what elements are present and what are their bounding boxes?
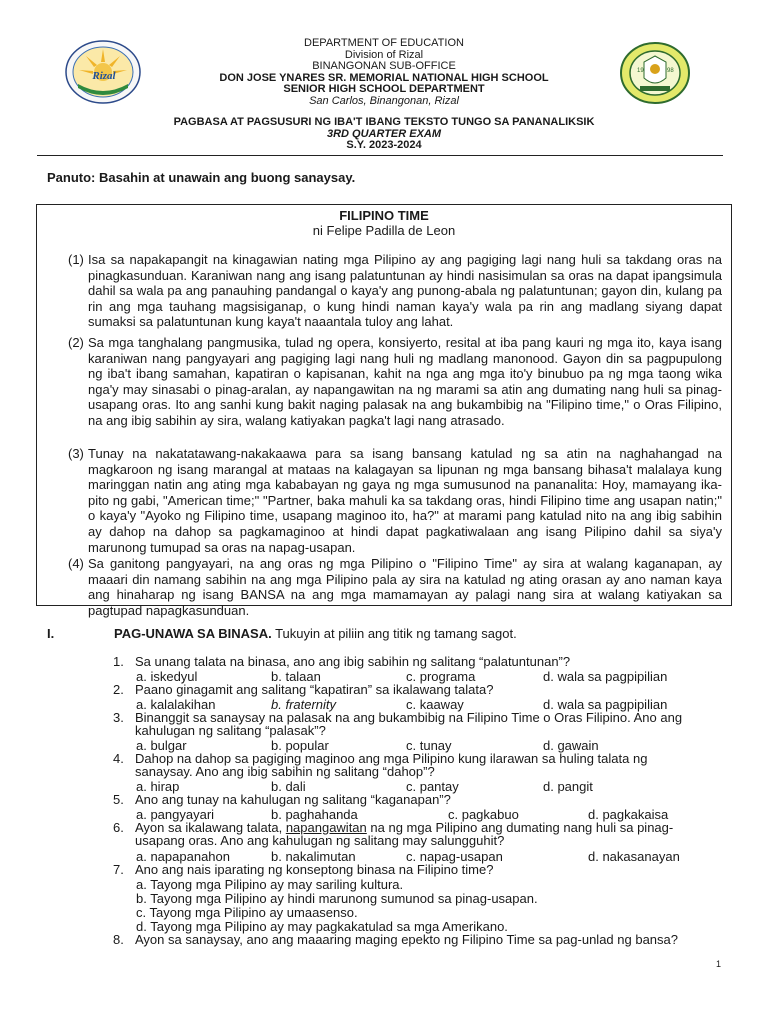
question-text-part: Ayon sa ikalawang talata, (135, 820, 286, 835)
choice-c[interactable]: c. kaaway (406, 697, 464, 712)
choice-b[interactable]: b. fraternity (271, 697, 337, 712)
choice-c[interactable]: c. pantay (406, 779, 459, 794)
question-text: Dahop na dahop sa pagiging maginoo ang mga Pilipino kung ilarawan sa huling talata ng (135, 751, 648, 766)
choice-b[interactable]: b. dali (271, 779, 306, 794)
seal-year-right: 98 (667, 68, 674, 74)
header-department: DEPARTMENT OF EDUCATION (304, 37, 464, 49)
question-text: Binanggit sa sanaysay na palasak na ang bukambibig na Filipino Time o Oras Filipino. Ano ang (135, 710, 683, 725)
exam-subject: PAGBASA AT PAGSUSURI NG IBA'T IBANG TEKSTO TUNGO SA PANANALIKSIK (173, 116, 595, 128)
essay-paragraph (68, 446, 722, 555)
choice-c[interactable]: c. programa (406, 669, 476, 684)
section-title: PAG-UNAWA SA BINASA. (114, 626, 272, 641)
question-text: Ano ang nais iparating ng konseptong binasa na Filipino time? (135, 862, 494, 877)
paragraph-number: (2) (68, 335, 84, 350)
question-text-part: na ng mga Pilipino ang dumating nang huli sa pinag- (366, 820, 674, 835)
question-number: 3. (113, 710, 124, 725)
header-dept: SENIOR HIGH SCHOOL DEPARTMENT (283, 83, 485, 95)
question-number: 4. (113, 751, 124, 766)
question-text: Sa unang talata na binasa, ano ang ibig sabihin ng salitang “palatuntunan”? (135, 654, 571, 669)
question-number: 5. (113, 792, 124, 807)
exam-header (0, 117, 768, 152)
header-address: San Carlos, Binangonan, Rizal (309, 94, 459, 107)
underlined-word: napangawitan (285, 820, 367, 835)
paragraph-number: (4) (68, 556, 84, 571)
choice-a[interactable]: a. kalalakihan (136, 697, 216, 712)
essay-author: ni Felipe Padilla de Leon (312, 223, 456, 238)
choice-d[interactable]: d. pangit (543, 779, 593, 794)
question-text: usapang oras. Ano ang kahulugan ng salitang may salungguhit? (135, 833, 505, 848)
choice-a[interactable]: a. pangyayari (136, 807, 215, 822)
question-text: Ayon sa sanaysay, ano ang maaaring maging epekto ng Filipino Time sa pag-unlad ng bansa? (135, 932, 678, 947)
exam-quarter: 3RD QUARTER EXAM (326, 127, 442, 140)
choice-d[interactable]: d. nakasanayan (588, 849, 680, 864)
choice-b[interactable]: b. popular (271, 738, 329, 753)
question-number: 6. (113, 820, 124, 835)
choice-a[interactable]: a. bulgar (136, 738, 187, 753)
essay-paragraph (68, 252, 722, 330)
question-text: kahulugan ng salitang “palasak”? (135, 723, 326, 738)
choice-b[interactable]: b. Tayong mga Pilipino ay hindi marunong sumunod sa pinag-usapan. (136, 891, 538, 906)
paragraph-text: Tunay na nakatatawang-nakakaawa para sa isang bansang katulad ng sa atin na naghahangad na magkaroon ng isang marangal at mataas na kalagayan sa lipunan ng mga bansang bihasa't malalaya kung maringgan natin ang ating mga kababayan ng gaya ng mga sumusunod na pananalita: Hoy, mamayang ika-pito ng gabi, "American time;" "Partner, baka mahuli ka sa takdang oras, hindi Filipino time ang usapan natin;" o kaya'y "Ayoko ng Filipino time, usapang maginoo ito, ha?" at marami pang katulad nito na ang ibig sabihin ay dahop na dahop sa pagkamaginoo at hindi dapat pagkatiwalaan ang isang Pilipino dahil sa siya'y marunong tumupad sa oras na napag-usapan. (88, 446, 722, 555)
question-number: 7. (113, 862, 124, 877)
question-number: 2. (113, 682, 124, 697)
choice-d[interactable]: d. Tayong mga Pilipino ay may pagkakatulad sa mga Amerikano. (136, 919, 508, 934)
question-text: sanaysay. Ano ang ibig sabihin ng salitang “dahop”? (135, 764, 435, 779)
header-divider (37, 155, 723, 156)
paragraph-text: Isa sa napakapangit na kinagawian nating mga Pilipino ay ang pagiging lagi nang huli sa takdang oras na pinagkasunduan. Karaniwan nang ang isang palatuntunan ay hindi nasisimulan sa oras na dapat ipangsimula dahil sa wala pa ang panauhing pandangal o kaya'y ang punong-abala ng palatuntunan; gayon din, kulang pa rin ang mga tauhang magsisiganap, o kung hindi naman kaya'y wala pa rin ang madlang siyang dapat sumaksi sa palatuntunan kung kaya't naaantala tuloy ang lahat. (88, 252, 722, 330)
choice-a[interactable]: a. iskedyul (136, 669, 198, 684)
question-text: Paano ginagamit ang salitang “kapatiran” sa ikalawang talata? (135, 682, 494, 697)
section-instruction: Tukuyin at piliin ang titik ng tamang sagot. (275, 626, 517, 641)
seal-year-left: 19 (637, 68, 644, 74)
question-text: Ano ang tunay na kahulugan ng salitang “kaganapan”? (135, 792, 451, 807)
paragraph-number: (3) (68, 446, 84, 461)
header-division: Division of Rizal (344, 48, 424, 61)
choice-a[interactable]: a. hirap (136, 779, 180, 794)
essay-title: FILIPINO TIME (339, 208, 429, 223)
choice-d[interactable]: d. gawain (543, 738, 599, 753)
choice-c[interactable]: c. pagkabuo (448, 807, 519, 822)
choice-d[interactable]: d. wala sa pagpipilian (543, 669, 668, 684)
exam-school-year: S.Y. 2023-2024 (346, 139, 422, 151)
choice-d[interactable]: d. pagkakaisa (588, 807, 669, 822)
paragraph-text: Sa mga tanghalang pangmusika, tulad ng opera, konsiyerto, resital at iba pang kauri ng mga ito, kaya isang karaniwan nang pangyayari ang pagiging lagi nang huli ng madlang manonood. Gayon din sa pagpupulong ng iba't ibang samahan, kapatiran o kapisanan, kahit na nga ang mga ito'y binubuo pa ng mga taong wika nga'y may sinasabi o pinag-aralan, ay napangawitan na ng marami sa atin ang dumating nang huli sa pinag-usapang oras. Ito ang sanhi kung bakit naging palasak na ang bukambibig na "Filipino time," o Oras Filipino, na ang ibig sabihin ay sira, walang katiyakan pagka't lagi nang atrasado. (88, 335, 722, 428)
choice-b[interactable]: b. talaan (271, 669, 321, 684)
school-header (0, 38, 768, 107)
choice-d[interactable]: d. wala sa pagpipilian (543, 697, 668, 712)
choice-a[interactable]: a. Tayong mga Pilipino ay may sariling kultura. (136, 877, 404, 892)
header-sub-office: BINANGONAN SUB-OFFICE (312, 60, 456, 72)
choice-b[interactable]: b. nakalimutan (271, 849, 356, 864)
essay-paragraph (68, 556, 722, 618)
section-heading (47, 626, 517, 641)
header-school: DON JOSE YNARES SR. MEMORIAL NATIONAL HIGH SCHOOL (219, 71, 549, 84)
essay-paragraph (68, 335, 722, 429)
section-number: I. (47, 626, 55, 641)
question-number: 8. (113, 932, 124, 947)
choice-a[interactable]: a. napapanahon (136, 849, 230, 864)
choice-c[interactable]: c. tunay (406, 738, 452, 753)
choice-b[interactable]: b. paghahanda (271, 807, 358, 822)
logo-rizal-text: Rizal (92, 70, 116, 82)
choice-c[interactable]: c. napag-usapan (406, 849, 503, 864)
choice-c[interactable]: c. Tayong mga Pilipino ay umaasenso. (136, 905, 358, 920)
page-number: 1 (716, 959, 722, 969)
paragraph-text: Sa ganitong pangyayari, na ang oras ng mga Pilipino o "Filipino Time" ay sira at walang kaganapan, ay maaari din namang sabihin na ang mga Pilipino pala ay sira na katulad ng ating orasan ay ano naman kaya ang hinaharap ng isang BANSA na ang mga mamamayan ay palagi nang sira at walang katiyakan sa pagtupad napagkasunduan. (88, 556, 722, 618)
question-number: 1. (113, 654, 124, 669)
paragraph-number: (1) (68, 252, 84, 267)
instruction: Panuto: Basahin at unawain ang buong sanaysay. (47, 170, 356, 185)
